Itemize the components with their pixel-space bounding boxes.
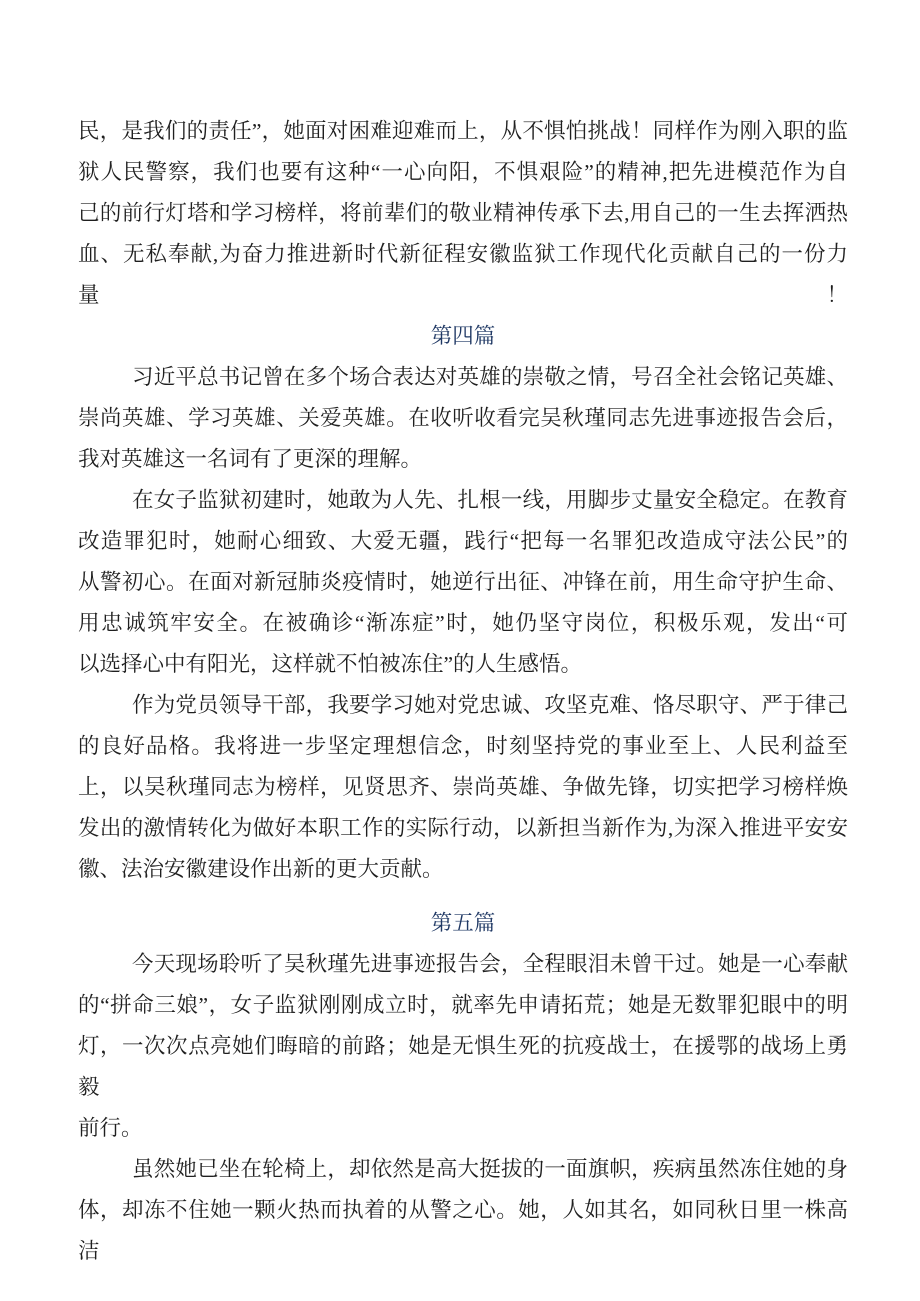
body-line: 的“拼命三娘”，女子监狱刚刚成立时，就率先申请拓荒；她是无数罪犯眼中的明 bbox=[78, 993, 848, 1017]
document-text-block bbox=[78, 111, 848, 1272]
body-line: 以选择心中有阳光，这样就不怕被冻住”的人生感悟。 bbox=[78, 652, 583, 676]
body-line: 上，以吴秋瑾同志为榜样，见贤思齐、崇尚英雄、争做先锋，切实把学习榜样焕 bbox=[78, 775, 848, 799]
body-line: 发出的激情转化为做好本职工作的实际行动，以新担当新作为,为深入推进平安安 bbox=[78, 816, 848, 840]
body-line: 体，却冻不住她一颗火热而执着的从警之心。她，人如其名，如同秋日里一株高洁 bbox=[78, 1198, 848, 1263]
body-line: 在女子监狱初建时，她敢为人先、扎根一线，用脚步丈量安全稳定。在教育 bbox=[132, 488, 848, 512]
section-heading-5: 第五篇 bbox=[430, 911, 496, 935]
body-line: 血、无私奉献,为奋力推进新时代新征程安徽监狱工作现代化贡献自己的一份力量！ bbox=[78, 242, 848, 307]
body-line: 习近平总书记曾在多个场合表达对英雄的崇敬之情，号召全社会铭记英雄、 bbox=[132, 365, 848, 389]
section-heading-4: 第四篇 bbox=[430, 324, 496, 348]
body-line: 虽然她已坐在轮椅上，却依然是高大挺拔的一面旗帜，疾病虽然冻住她的身 bbox=[132, 1157, 848, 1181]
body-line: 前行。 bbox=[78, 1116, 143, 1140]
body-line: 徽、法治安徽建设作出新的更大贡献。 bbox=[78, 857, 444, 881]
body-line: 我对英雄这一名词有了更深的理解。 bbox=[78, 447, 423, 471]
body-line: 今天现场聆听了吴秋瑾先进事迹报告会，全程眼泪未曾干过。她是一心奉献 bbox=[132, 952, 848, 976]
body-line: 作为党员领导干部，我要学习她对党忠诚、攻坚克难、恪尽职守、严于律己 bbox=[132, 693, 848, 717]
body-line: 从警初心。在面对新冠肺炎疫情时，她逆行出征、冲锋在前，用生命守护生命、 bbox=[78, 570, 848, 594]
body-line: 灯，一次次点亮她们晦暗的前路；她是无惧生死的抗疫战士，在援鄂的战场上勇毅 bbox=[78, 1034, 848, 1099]
body-line: 崇尚英雄、学习英雄、关爱英雄。在收听收看完吴秋瑾同志先进事迹报告会后， bbox=[78, 406, 848, 430]
body-line: 狱人民警察，我们也要有这种“一心向阳，不惧艰险”的精神,把先进模范作为自 bbox=[78, 160, 848, 184]
body-line: 改造罪犯时，她耐心细致、大爱无疆，践行“把每一名罪犯改造成守法公民”的 bbox=[78, 529, 848, 553]
body-line: 用忠诚筑牢安全。在被确诊“渐冻症”时，她仍坚守岗位，积极乐观，发出“可 bbox=[78, 611, 848, 635]
body-line: 的良好品格。我将进一步坚定理想信念，时刻坚持党的事业至上、人民利益至 bbox=[78, 734, 848, 758]
body-line: 民，是我们的责任”，她面对困难迎难而上，从不惧怕挑战！同样作为刚入职的监 bbox=[78, 119, 848, 143]
body-line: 己的前行灯塔和学习榜样，将前辈们的敬业精神传承下去,用自己的一生去挥洒热 bbox=[78, 201, 848, 225]
